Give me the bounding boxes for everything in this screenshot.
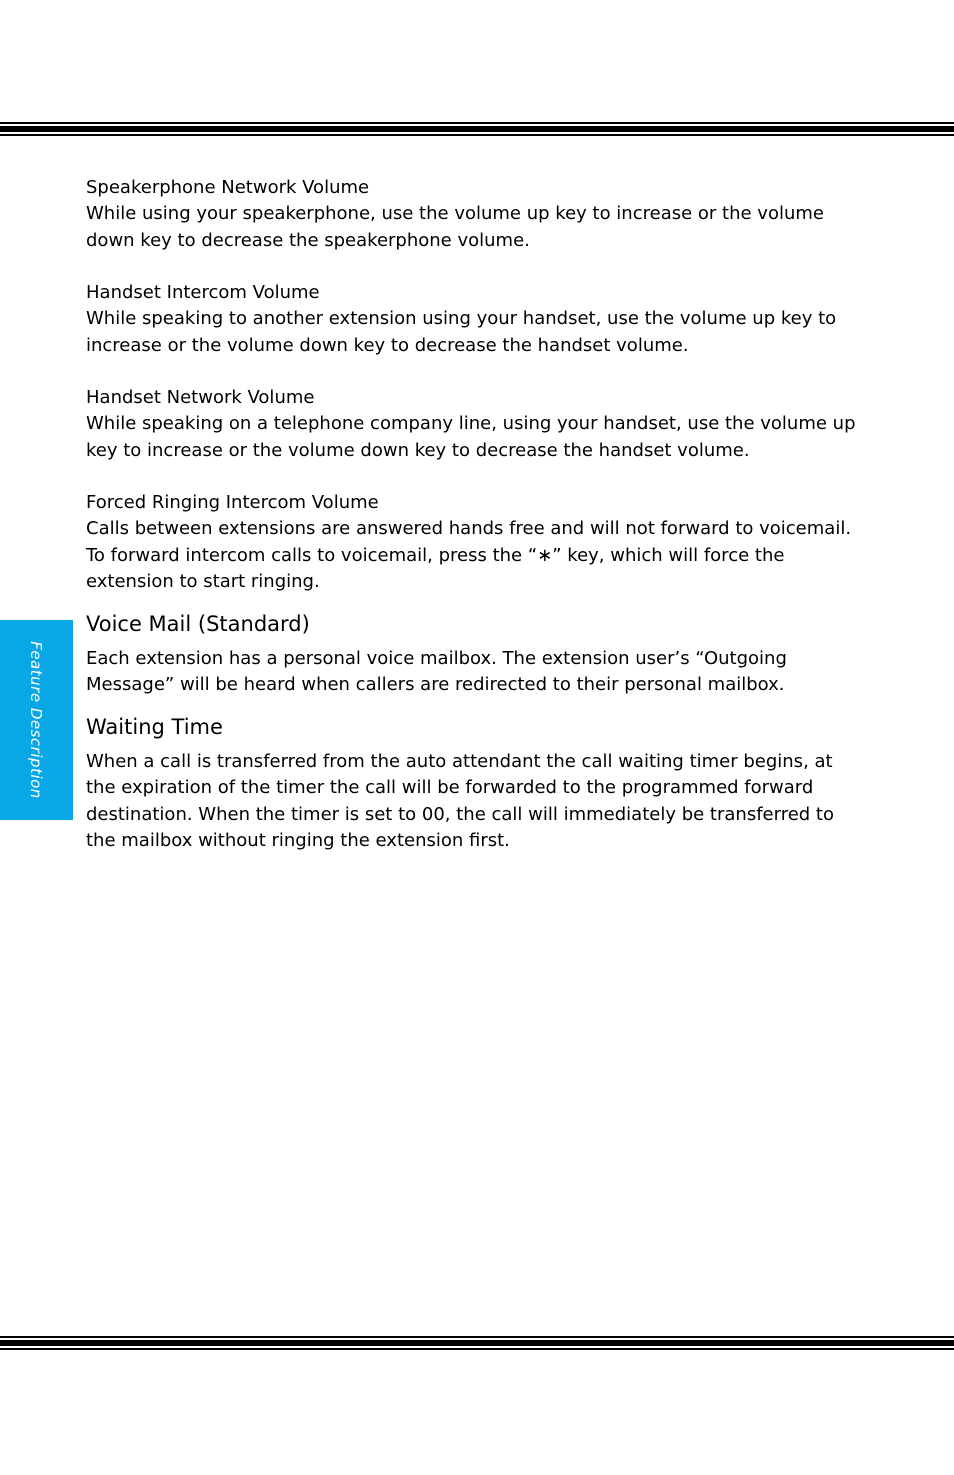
subhead-forced-ringing-intercom-volume: Forced Ringing Intercom Volume: [86, 492, 379, 513]
side-tab-label: Feature Description: [27, 641, 45, 799]
section-handset-network-volume: [86, 385, 866, 464]
subhead-handset-network-volume: Handset Network Volume: [86, 387, 315, 408]
side-tab: [0, 620, 73, 820]
section-voice-mail-standard: [86, 610, 866, 699]
paragraph-waiting-time: When a call is transferred from the auto attendant the call waiting timer begins, at the expiration of the timer the call will be forwarded to the programmed forward destination. When the timer is set to 00, the call will immediately be transferred to the mailbox without ringing the extension first.: [86, 750, 834, 851]
page-content: [86, 175, 866, 881]
section-handset-intercom-volume: [86, 280, 866, 359]
heading-waiting-time: Waiting Time: [86, 714, 223, 739]
paragraph-handset-network-volume: While speaking on a telephone company line, using your handset, use the volume up key to increase or the volume down key to decrease the handset volume.: [86, 413, 856, 461]
paragraph-handset-intercom-volume: While speaking to another extension using your handset, use the volume up key to increase or the volume down key to decrease the handset volume.: [86, 308, 837, 356]
footer-rule: [0, 1336, 954, 1350]
subhead-speakerphone-network-volume: Speakerphone Network Volume: [86, 177, 370, 198]
heading-voice-mail-standard: Voice Mail (Standard): [86, 611, 310, 636]
subhead-handset-intercom-volume: Handset Intercom Volume: [86, 282, 320, 303]
section-speakerphone-network-volume: [86, 175, 866, 254]
paragraph-voice-mail-standard: Each extension has a personal voice mailbox. The extension user’s “Outgoing Message” will be heard when callers are redirected to their personal mailbox.: [86, 647, 787, 695]
paragraph-speakerphone-network-volume: While using your speakerphone, use the volume up key to increase or the volume down key to decrease the speakerphone volume.: [86, 203, 824, 251]
header-rule: [0, 122, 954, 136]
section-forced-ringing-intercom-volume: [86, 490, 866, 596]
paragraph-forced-ringing-intercom-volume: Calls between extensions are answered hands free and will not forward to voicemail. To forward intercom calls to voicemail, press the “∗” key, which will force the extension to start ringing.: [86, 518, 852, 592]
section-waiting-time: [86, 713, 866, 855]
